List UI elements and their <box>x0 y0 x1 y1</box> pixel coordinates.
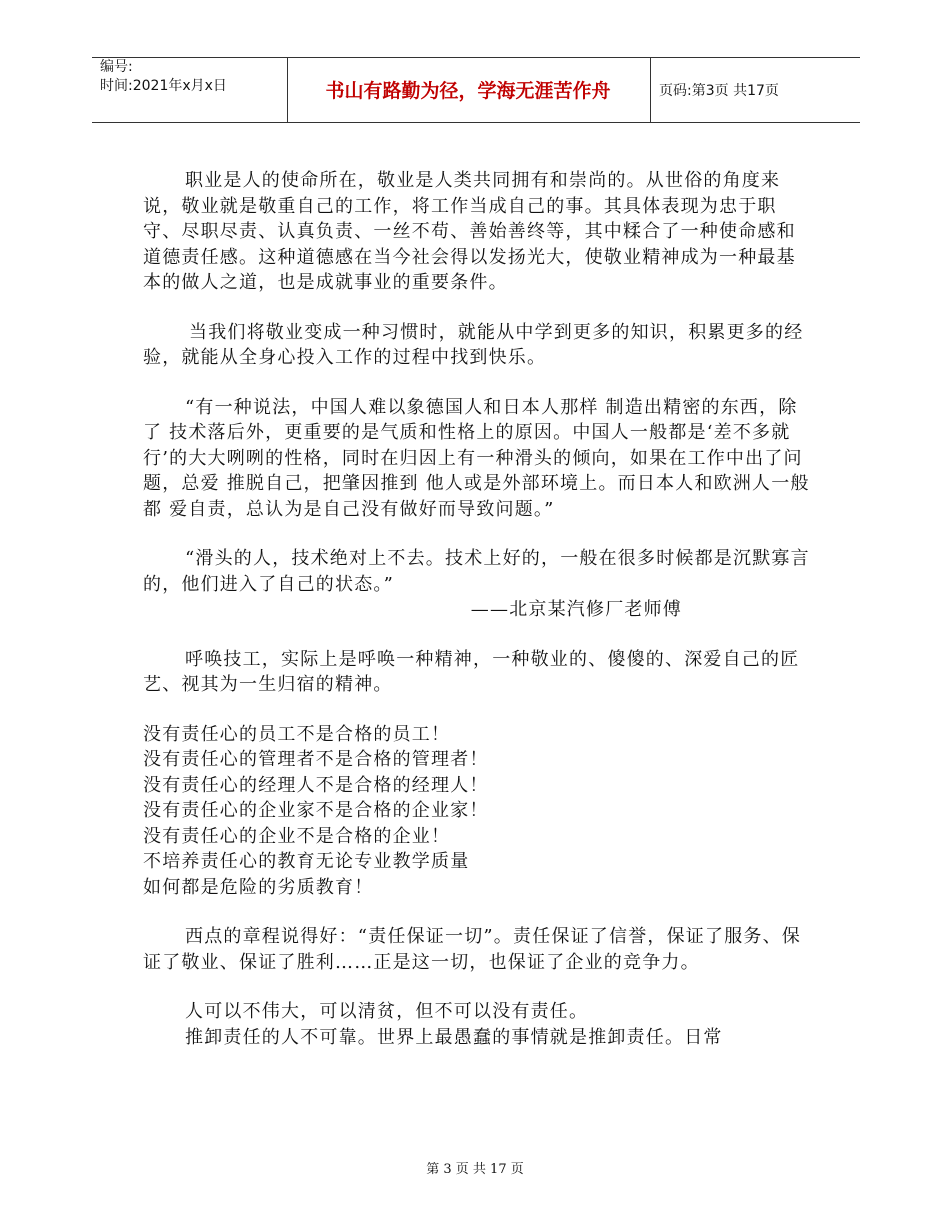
header-divider-right <box>650 57 651 123</box>
document-body <box>143 168 810 1050</box>
line-1: 没有责任心的员工不是合格的员工！ <box>143 723 451 745</box>
number-label: 编号: <box>100 59 133 75</box>
header-meta <box>100 58 227 96</box>
line-2: 没有责任心的管理者不是合格的管理者！ <box>143 749 489 770</box>
paragraph-1: 职业是人的使命所在，敬业是人类共同拥有和崇尚的。从世俗的角度来说，敬业就是敬重自己的工作，将工作当成自己的事。其具体表现为忠于职守、尽职尽责、认真负责、一丝不苟、善始善终等，其中糅合了一种使命感和道德责任感。这种道德感在当今社会得以发扬光大，使敬业精神成为一种最基本的做人之道，也是成就事业的重要条件。 <box>143 170 796 293</box>
header-motto: 书山有路勤为径，学海无涯苦作舟 <box>325 80 611 102</box>
paragraph-2: 当我们将敬业变成一种习惯时，就能从中学到更多的知识，积累更多的经验，就能从全身心投入工作的过程中找到快乐。 <box>143 321 804 368</box>
paragraph-4: “滑头的人，技术绝对上不去。技术上好的，一般在很多时候都是沉默寡言的，他们进入了自己的状态。” <box>143 548 810 595</box>
line-3: 没有责任心的经理人不是合格的经理人！ <box>143 774 489 796</box>
header-page-label: 页码:第3页 共17页 <box>659 83 779 99</box>
paragraph-7: 人可以不伟大，可以清贫，但不可以没有责任。 <box>185 1001 589 1022</box>
paragraph-8: 推卸责任的人不可靠。世界上最愚蠢的事情就是推卸责任。日常 <box>185 1026 723 1048</box>
paragraph-3: “有一种说法，中国人难以象德国人和日本人那样 制造出精密的东西，除了 技术落后外，更重要的是气质和性格上的原因。中国人一般都是‘差不多就行’的大大咧咧的性格，同时在归因上有一种滑头的倾向，如果在工作中出了问题，总爱 推脱自己，把肇因推到 他人或是外部环境上。而日本人和欧洲人一般都 爱自责，总认为是自己没有做好而导致问题。” <box>143 396 810 520</box>
paragraph-6: 西点的章程说得好：“责任保证一切”。责任保证了信誉，保证了服务、保证了敬业、保证了胜利……正是这一切，也保证了企业的竞争力。 <box>143 926 802 973</box>
header-bottom-rule <box>92 122 860 123</box>
line-6: 不培养责任心的教育无论专业教学质量 <box>143 851 470 872</box>
line-4: 没有责任心的企业家不是合格的企业家！ <box>143 800 489 821</box>
time-label: 时间:2021年x月x日 <box>100 78 227 94</box>
responsibility-lines <box>143 722 810 901</box>
page-footer: 第 3 页 共 17 页 <box>426 1162 524 1177</box>
paragraph-5: 呼唤技工，实际上是呼唤一种精神，一种敬业的、傻傻的、深爱自己的匠艺、视其为一生归宿的精神。 <box>143 648 800 695</box>
attribution: ——北京某汽修厂老师傅 <box>470 599 682 620</box>
line-7: 如何都是危险的劣质教育！ <box>143 876 374 898</box>
line-5: 没有责任心的企业不是合格的企业！ <box>143 825 451 847</box>
